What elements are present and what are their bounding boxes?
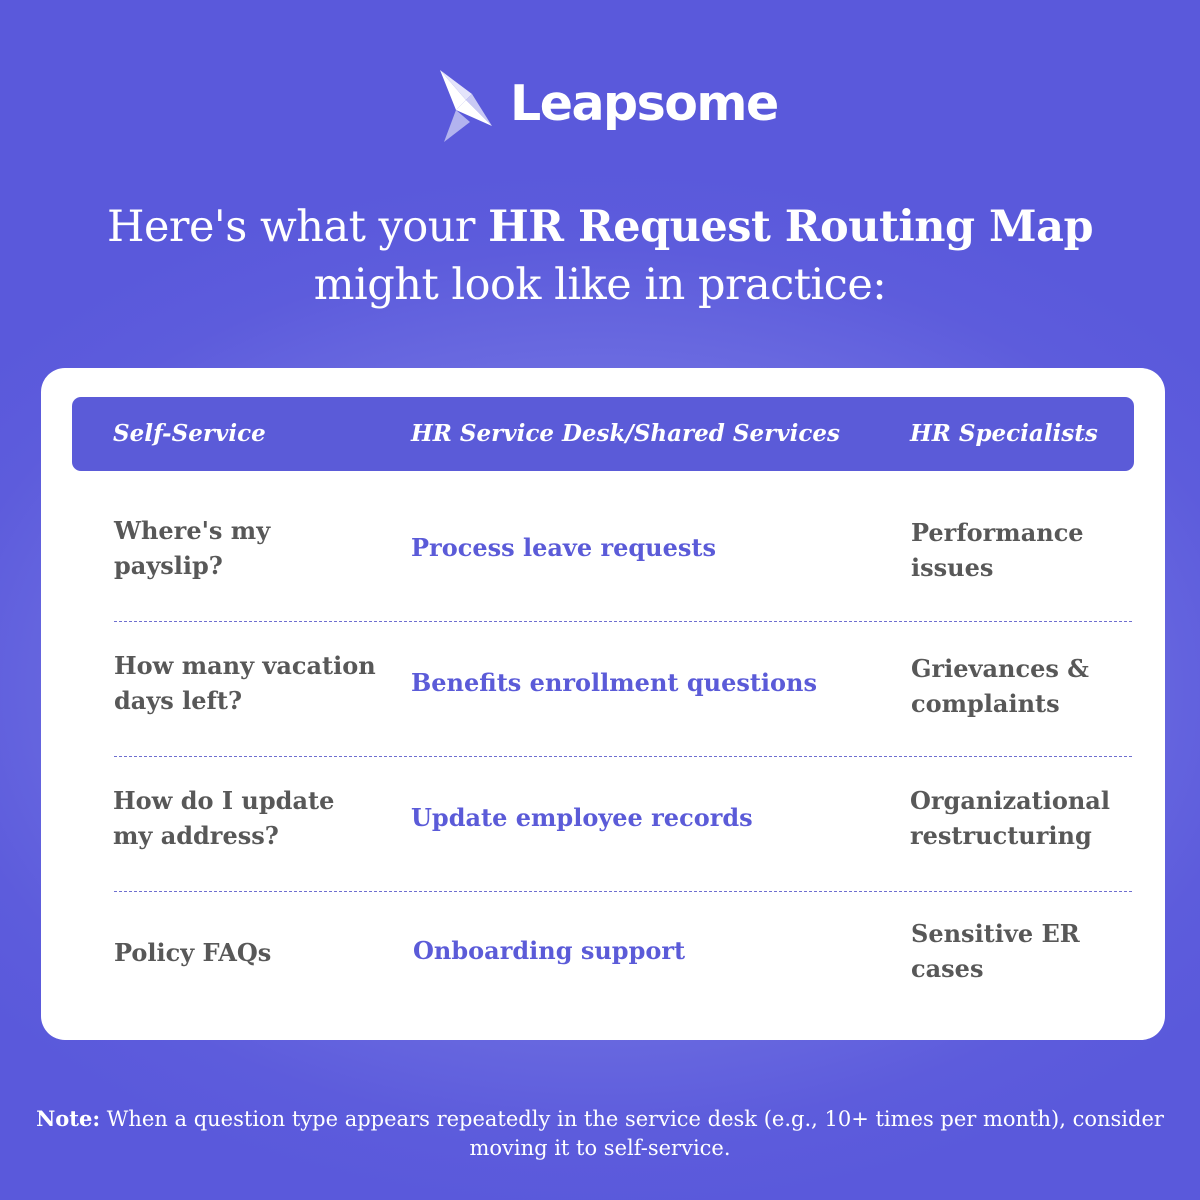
routing-map-card bbox=[41, 368, 1165, 1040]
table-row bbox=[41, 780, 1165, 880]
headline-emphasis: HR Request Routing Map bbox=[488, 202, 1094, 252]
row-divider bbox=[114, 621, 1132, 622]
note-label: Note: bbox=[36, 1106, 101, 1131]
table-row bbox=[41, 510, 1165, 610]
column-header-hr-specialists: HR Specialists bbox=[910, 420, 1098, 447]
specialist-cell: Grievances & complaints bbox=[911, 653, 1089, 718]
service-desk-cell: Benefits enrollment questions bbox=[411, 668, 818, 697]
table-header bbox=[72, 397, 1134, 471]
specialist-cell: Sensitive ER cases bbox=[911, 918, 1080, 983]
self-service-cell: Policy FAQs bbox=[114, 938, 272, 967]
self-service-cell: Where's my payslip? bbox=[114, 515, 271, 580]
row-divider bbox=[114, 756, 1132, 757]
footnote bbox=[0, 1104, 1200, 1163]
headline-prefix: Here's what your bbox=[106, 202, 489, 252]
headline bbox=[0, 198, 1200, 314]
service-desk-cell: Process leave requests bbox=[411, 533, 716, 562]
note-text: When a question type appears repeatedly in the service desk (e.g., 10+ times per month), consider moving it to self-service. bbox=[100, 1107, 1164, 1160]
self-service-cell: How do I update my address? bbox=[113, 785, 335, 850]
specialist-cell: Organizational restructuring bbox=[910, 785, 1110, 850]
service-desk-cell: Onboarding support bbox=[413, 936, 686, 965]
column-header-self-service: Self-Service bbox=[113, 420, 266, 447]
self-service-cell: How many vacation days left? bbox=[114, 650, 376, 715]
headline-line-1 bbox=[0, 198, 1200, 256]
specialist-cell: Performance issues bbox=[911, 517, 1084, 582]
service-desk-cell: Update employee records bbox=[411, 803, 753, 832]
headline-line-2: might look like in practice: bbox=[313, 260, 887, 310]
row-divider bbox=[114, 891, 1132, 892]
table-row bbox=[41, 645, 1165, 745]
brand-logo bbox=[436, 66, 778, 146]
paper-crane-icon bbox=[436, 66, 498, 146]
column-header-service-desk: HR Service Desk/Shared Services bbox=[411, 420, 840, 447]
table-row bbox=[41, 915, 1165, 1015]
brand-name: Leapsome bbox=[510, 74, 778, 132]
